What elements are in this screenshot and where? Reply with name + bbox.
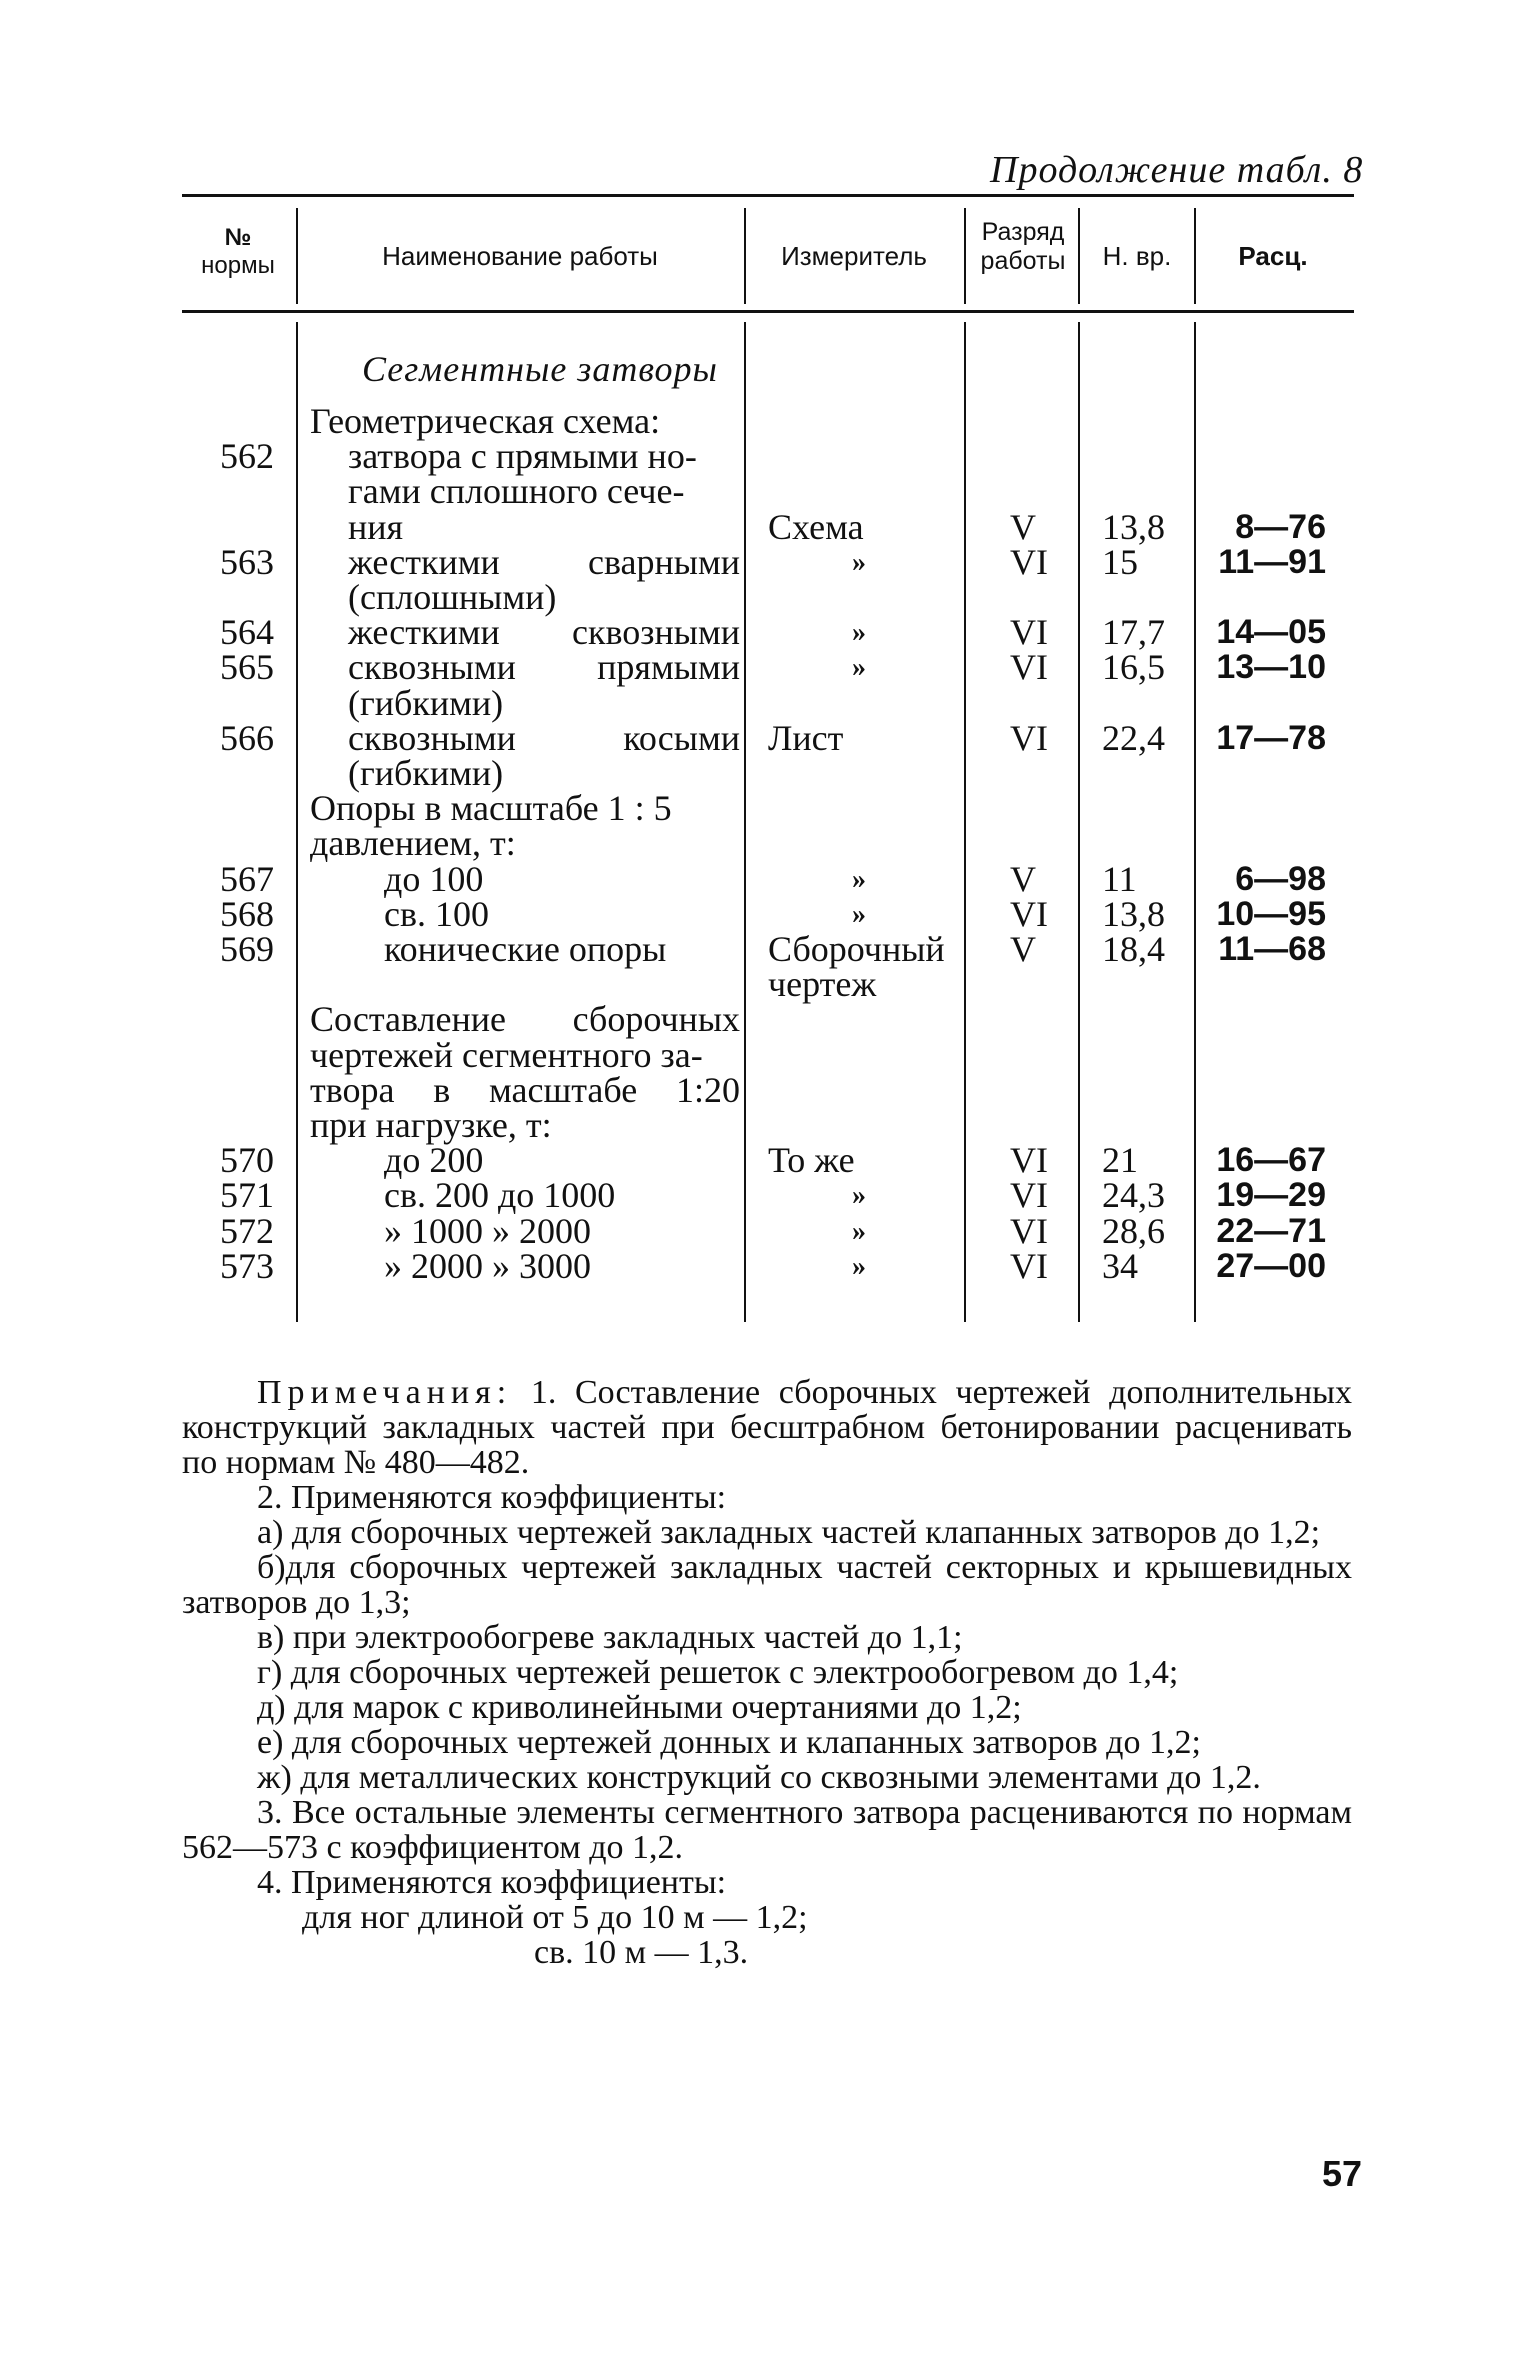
notes-block [182, 1375, 1352, 1970]
work-name: (сплошными) [348, 577, 557, 617]
work-grade: VI [1010, 894, 1048, 934]
work-name: св. 100 [384, 894, 489, 934]
header-hours: Н. вр. [1102, 241, 1172, 271]
work-name: гами сплошного сече- [348, 471, 685, 511]
time-norm: 34 [1102, 1246, 1138, 1286]
norm-number: 568 [220, 894, 274, 934]
time-norm: 24,3 [1102, 1175, 1165, 1215]
time-norm: 22,4 [1102, 718, 1165, 758]
work-grade: V [1010, 929, 1036, 969]
note-2b: б)для сборочных чертежей закладных частей секторных и крышевидных затворов до 1,3; [182, 1549, 1352, 1621]
work-name: св. 200 до 1000 [384, 1175, 616, 1215]
norm-number: 573 [220, 1246, 274, 1286]
norm-number: 571 [220, 1175, 274, 1215]
rate-value: 6—98 [1235, 860, 1326, 898]
norm-number: 570 [220, 1140, 274, 1180]
header-grade-line2: работы [980, 246, 1066, 275]
note-4: 4. Применяются коэффициенты: [257, 1864, 727, 1901]
page-number: 57 [1322, 2153, 1363, 2194]
header-sep-1 [296, 208, 298, 304]
time-norm: 17,7 [1102, 612, 1165, 652]
time-norm: 13,8 [1102, 507, 1165, 547]
time-norm: 16,5 [1102, 647, 1165, 687]
header-num-line2: нормы [201, 251, 275, 279]
note-4a: для ног длиной от 5 до 10 м — 1,2; [302, 1899, 808, 1936]
note-2d: д) для марок с криволинейными очертаниями до 1,2; [257, 1689, 1022, 1726]
time-norm: 15 [1102, 542, 1138, 582]
unit-of-measure: » [852, 1216, 866, 1247]
note-2: 2. Применяются коэффициенты: [257, 1479, 727, 1516]
unit-of-measure: » [852, 1180, 866, 1211]
unit-of-measure: » [852, 547, 866, 578]
body-sep-3 [964, 322, 966, 1322]
work-grade: VI [1010, 1175, 1048, 1215]
body-sep-2 [744, 322, 746, 1322]
norm-number: 567 [220, 859, 274, 899]
work-name: конические опоры [384, 929, 667, 969]
header-sep-2 [744, 208, 746, 304]
work-grade: V [1010, 507, 1036, 547]
rate-value: 8—76 [1235, 508, 1326, 546]
unit-of-measure: » [852, 652, 866, 683]
work-name: до 200 [384, 1140, 484, 1180]
rate-value: 14—05 [1216, 613, 1326, 651]
norm-number: 562 [220, 436, 274, 476]
rate-value: 27—00 [1216, 1247, 1326, 1285]
note-2e: е) для сборочных чертежей донных и клапанных затворов до 1,2; [257, 1724, 1201, 1761]
work-grade: VI [1010, 542, 1048, 582]
work-grade: VI [1010, 1246, 1048, 1286]
time-norm: 11 [1102, 859, 1137, 899]
unit-of-measure: » [852, 1251, 866, 1282]
work-name: сквозными прямыми [348, 647, 740, 687]
work-name: (гибкими) [348, 753, 504, 793]
note-2a: а) для сборочных чертежей закладных частей клапанных затворов до 1,2; [257, 1514, 1321, 1551]
work-grade: VI [1010, 718, 1048, 758]
work-name: до 100 [384, 859, 484, 899]
note-3: 3. Все остальные элементы сегментного затвора расцениваются по нормам 562—573 с коэффициентом до 1,2. [182, 1794, 1352, 1866]
norm-number: 566 [220, 718, 274, 758]
header-grade [968, 218, 1078, 276]
time-norm: 13,8 [1102, 894, 1165, 934]
rate-value: 19—29 [1216, 1176, 1326, 1214]
header-num [188, 224, 288, 279]
time-norm: 28,6 [1102, 1211, 1165, 1251]
work-name: » 1000 » 2000 [384, 1211, 591, 1251]
time-norm: 18,4 [1102, 929, 1165, 969]
table-continuation-caption: Продолжение табл. 8 [990, 149, 1364, 191]
norm-number: 565 [220, 647, 274, 687]
norm-number: 564 [220, 612, 274, 652]
rate-value: 16—67 [1216, 1141, 1326, 1179]
time-norm: 21 [1102, 1140, 1138, 1180]
work-name: затвора с прямыми но- [348, 436, 697, 476]
rate-value: 22—71 [1216, 1212, 1326, 1250]
unit-of-measure: Сборочный [768, 929, 945, 969]
unit-of-measure: чертеж [768, 964, 877, 1004]
work-name: давлением, т: [310, 823, 516, 863]
work-grade: VI [1010, 612, 1048, 652]
unit-of-measure: Схема [768, 507, 864, 547]
unit-of-measure: » [852, 864, 866, 895]
note-2v: в) при электрообогреве закладных частей до 1,1; [257, 1619, 963, 1656]
header-bottom-rule [182, 310, 1354, 313]
work-name: жесткими сквозными [348, 612, 740, 652]
header-sep-4 [1078, 208, 1080, 304]
rate-value: 11—91 [1218, 543, 1326, 581]
work-name: Опоры в масштабе 1 : 5 [310, 788, 672, 828]
unit-of-measure: Лист [768, 718, 844, 758]
unit-of-measure: » [852, 899, 866, 930]
work-grade: VI [1010, 647, 1048, 687]
work-name: чертежей сегментного за- [310, 1035, 703, 1075]
rate-value: 17—78 [1216, 719, 1326, 757]
work-name: при нагрузке, т: [310, 1105, 552, 1145]
unit-of-measure: » [852, 617, 866, 648]
work-grade: V [1010, 859, 1036, 899]
work-name: ния [348, 507, 404, 547]
notes-label: Примечания: [257, 1374, 513, 1411]
note-2g: г) для сборочных чертежей решеток с электрообогревом до 1,4; [257, 1654, 1179, 1691]
norm-number: 569 [220, 929, 274, 969]
note-1 [182, 1375, 1352, 1480]
norm-number: 563 [220, 542, 274, 582]
note-1-text: 1. Составление сборочных чертежей дополнительных конструкций закладных частей при бесштрабном бетонировании расценивать по нормам № 480—482. [182, 1374, 1353, 1481]
header-num-line1: № [224, 224, 252, 251]
header-sep-5 [1194, 208, 1196, 304]
work-name: » 2000 » 3000 [384, 1246, 591, 1286]
section-title: Сегментные затворы [362, 349, 718, 389]
work-grade: VI [1010, 1140, 1048, 1180]
work-name: Составление сборочных [310, 999, 740, 1039]
norm-number: 572 [220, 1211, 274, 1251]
header-unit: Измеритель [781, 241, 927, 271]
header-work: Наименование работы [382, 241, 658, 271]
work-grade: VI [1010, 1211, 1048, 1251]
body-sep-1 [296, 322, 298, 1322]
unit-of-measure: То же [768, 1140, 855, 1180]
note-4b: св. 10 м — 1,3. [534, 1934, 749, 1971]
rate-value: 10—95 [1216, 895, 1326, 933]
work-name: твора в масштабе 1:20 [310, 1070, 740, 1110]
work-name: (гибкими) [348, 683, 504, 723]
header-grade-line1: Разряд [981, 218, 1065, 246]
work-name: Геометрическая схема: [310, 401, 661, 441]
body-sep-5 [1194, 322, 1196, 1322]
work-name: жесткими сварными [348, 542, 740, 582]
header-top-rule [182, 194, 1354, 197]
header-rate: Расц. [1238, 241, 1308, 271]
body-sep-4 [1078, 322, 1080, 1322]
header-sep-3 [964, 208, 966, 304]
rate-value: 11—68 [1218, 930, 1326, 968]
rate-value: 13—10 [1216, 648, 1326, 686]
work-name: сквозными косыми [348, 718, 740, 758]
note-2zh: ж) для металлических конструкций со сквозными элементами до 1,2. [257, 1759, 1261, 1796]
